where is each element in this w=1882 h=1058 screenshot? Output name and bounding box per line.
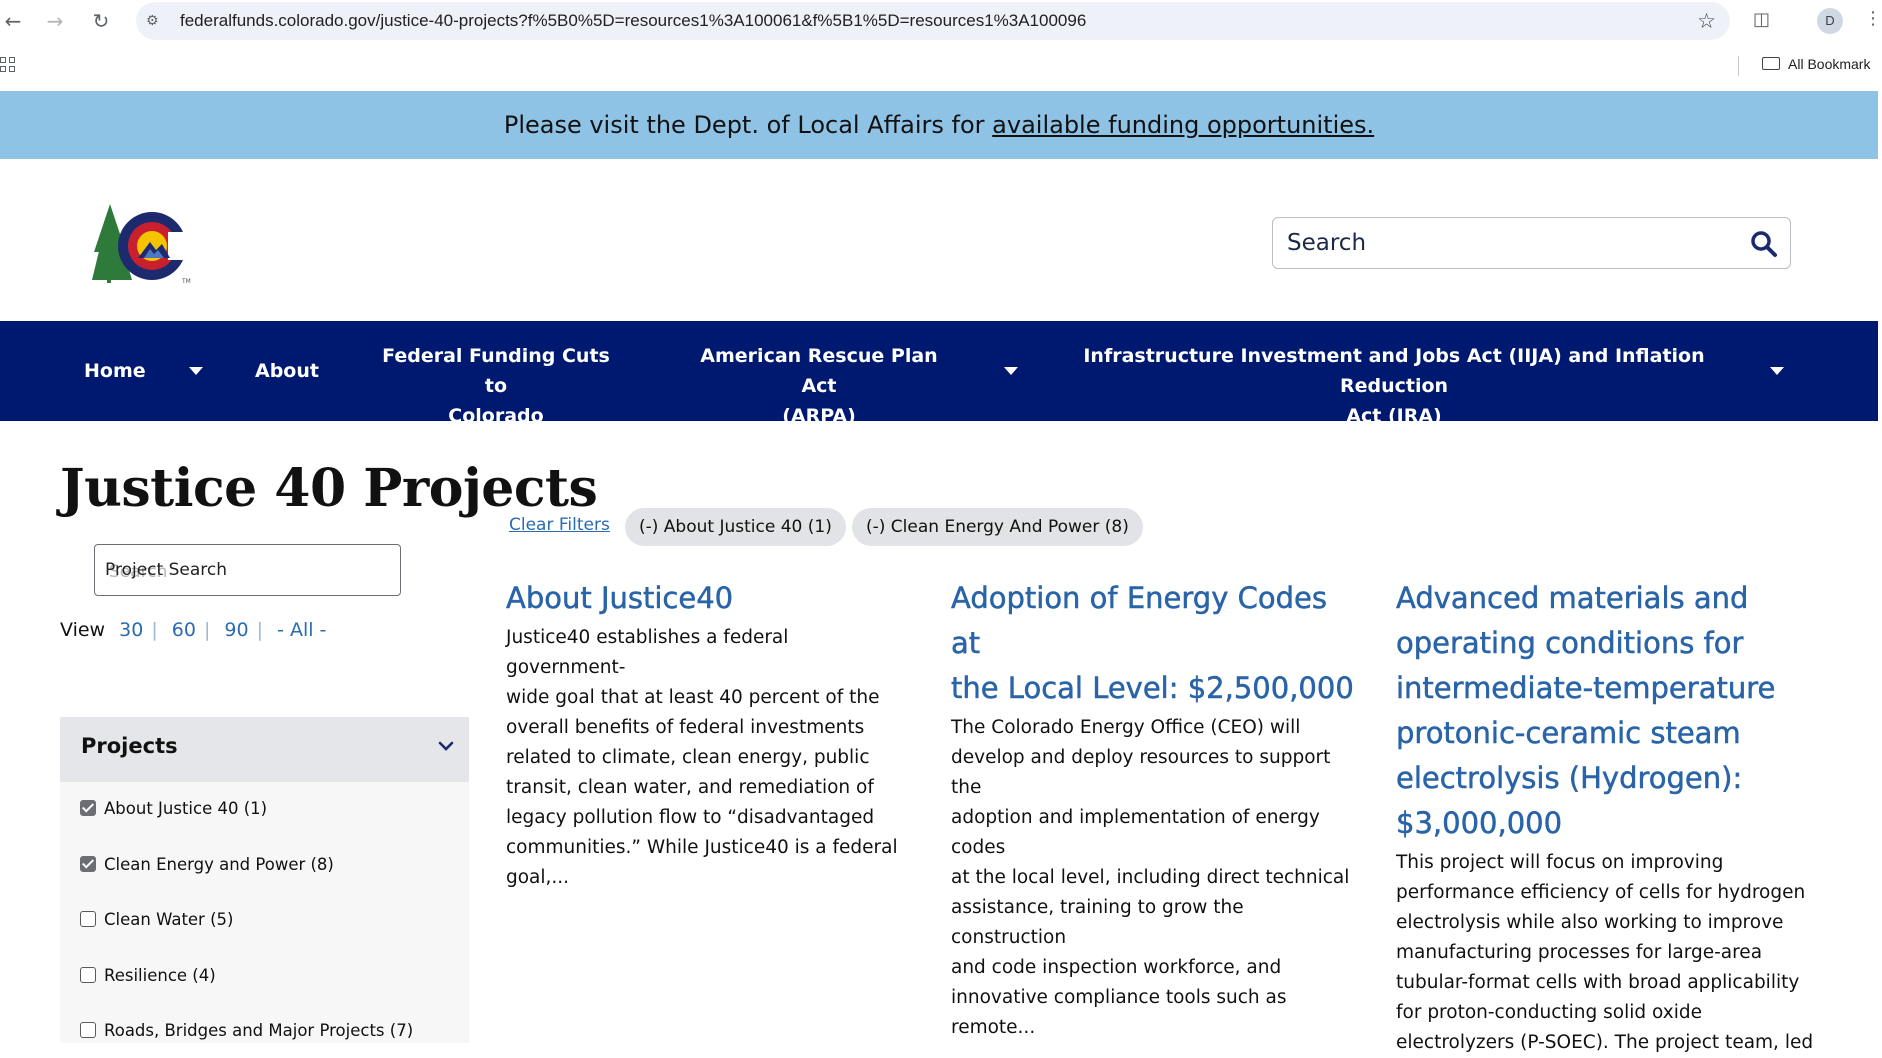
nav-about[interactable]: About xyxy=(255,360,319,382)
tab-search-icon[interactable]: ◫ xyxy=(1753,9,1771,30)
main-navigation xyxy=(0,321,1878,427)
bookmarks-bar xyxy=(0,42,1878,90)
forward-icon[interactable]: → xyxy=(46,9,64,33)
svg-text:TM: TM xyxy=(182,278,191,285)
address-bar[interactable] xyxy=(136,2,1730,40)
home-dropdown-icon[interactable] xyxy=(189,367,203,375)
project-card xyxy=(506,576,911,893)
page-title: Justice 40 Projects xyxy=(60,458,598,519)
view-option-all[interactable]: - All - xyxy=(277,619,327,641)
facet-item-about-justice-40[interactable] xyxy=(80,799,267,818)
facet-item-resilience[interactable] xyxy=(80,966,216,985)
projects-facet xyxy=(60,717,469,1043)
back-icon[interactable]: ← xyxy=(4,9,22,33)
all-bookmarks-label: All Bookmark xyxy=(1788,56,1871,72)
projects-facet-title: Projects xyxy=(81,734,178,758)
active-filter-chip[interactable]: (-) Clean Energy And Power (8) xyxy=(852,508,1143,546)
projects-facet-header[interactable] xyxy=(60,717,469,782)
facet-item-label: Clean Water (5) xyxy=(104,910,234,929)
view-option-90[interactable]: 90 xyxy=(224,619,249,641)
reload-icon[interactable]: ↻ xyxy=(92,9,110,33)
site-search-input[interactable] xyxy=(1287,228,1707,258)
checkbox[interactable] xyxy=(80,911,96,927)
checkbox[interactable] xyxy=(80,967,96,983)
project-card xyxy=(1396,576,1816,1058)
nav-arpa-line2: (ARPA) xyxy=(782,405,856,427)
project-card-title[interactable]: Advanced materials and operating conditions for intermediate-temperature protonic-ceramic steam electrolysis (Hydrogen): $3,000,000 xyxy=(1396,581,1776,840)
nav-home[interactable]: Home xyxy=(84,360,146,382)
search-icon[interactable] xyxy=(1750,230,1778,258)
view-count-selector: View 30 | 60 | 90 | - All - xyxy=(60,619,327,641)
funding-opportunities-link[interactable]: available funding opportunities. xyxy=(992,111,1375,139)
nav-iija-ira[interactable] xyxy=(1068,341,1720,431)
facet-item-label: About Justice 40 (1) xyxy=(104,799,268,818)
bookmark-star-icon[interactable]: ☆ xyxy=(1697,9,1716,33)
nav-federal-funding-cuts[interactable] xyxy=(370,341,622,431)
menu-icon[interactable]: ⋮ xyxy=(1864,8,1882,29)
project-search-box[interactable] xyxy=(94,544,401,596)
browser-toolbar xyxy=(0,0,1882,42)
checkbox[interactable] xyxy=(80,1022,96,1038)
active-filter-chip[interactable]: (-) About Justice 40 (1) xyxy=(625,508,846,546)
facet-item-clean-water[interactable] xyxy=(80,910,233,929)
folder-icon xyxy=(1762,57,1780,70)
project-card-title[interactable]: About Justice40 xyxy=(506,581,734,615)
nav-cuts-line1: Federal Funding Cuts to xyxy=(382,345,610,397)
nav-iija-line2: Act (IRA) xyxy=(1346,405,1442,427)
view-label: View xyxy=(60,619,106,641)
clear-filters-link[interactable]: Clear Filters xyxy=(509,515,610,535)
banner-text: Please visit the Dept. of Local Affairs for xyxy=(503,111,993,139)
project-card-summary: The Colorado Energy Office (CEO) will develop and deploy resources to support the adoption and implementation of energy codes at the local level, including direct technical assistance, training to grow the construction and code inspection workforce, and innovative compliance tools such as remote... xyxy=(951,717,1350,1038)
iija-dropdown-icon[interactable] xyxy=(1770,367,1784,375)
site-search-box[interactable] xyxy=(1272,217,1791,269)
checkbox-checked[interactable] xyxy=(80,800,96,816)
all-bookmarks-folder[interactable] xyxy=(1762,56,1870,72)
project-card-summary: Justice40 establishes a federal government- wide goal that at least 40 percent of the overall benefits of federal investments related to climate, clean energy, public transit, clean water, and remediation of legacy pollution flow to “disadvantaged communities.” While Justice40 is a federal goal,... xyxy=(506,627,898,888)
nav-arpa-line1: American Rescue Plan Act xyxy=(700,345,938,397)
view-option-30[interactable]: 30 xyxy=(119,619,144,641)
project-card-summary: This project will focus on improving performance efficiency of cells for hydrogen electrolysis while also working to improve manufacturing processes for large-area tubular-format cells with broad applicability for proton-conducting solid oxide electrolyzers (P-SOEC). The project team, led xyxy=(1396,852,1814,1053)
nav-cuts-line2: Colorado xyxy=(448,405,544,427)
view-option-60[interactable]: 60 xyxy=(171,619,196,641)
chevron-down-icon[interactable] xyxy=(435,735,457,757)
facet-item-label: Resilience (4) xyxy=(104,966,216,985)
facet-item-label: Roads, Bridges and Major Projects (7) xyxy=(104,1021,414,1040)
nav-arpa[interactable] xyxy=(690,341,948,431)
colorado-logo-icon[interactable] xyxy=(90,200,194,284)
arpa-dropdown-icon[interactable] xyxy=(1004,367,1018,375)
project-search-ghost-text: Search xyxy=(109,562,168,582)
project-search-input[interactable] xyxy=(105,557,385,583)
nav-iija-line1: Infrastructure Investment and Jobs Act (IIJA) and Inflation Reduction xyxy=(1083,345,1705,397)
apps-icon[interactable] xyxy=(0,57,16,73)
bookmarks-divider xyxy=(1738,56,1739,76)
announcement-banner xyxy=(0,91,1878,159)
project-card xyxy=(951,576,1356,1043)
facet-item-clean-energy[interactable] xyxy=(80,855,334,874)
site-info-icon[interactable]: ⚙ xyxy=(146,13,159,29)
facet-item-label: Clean Energy and Power (8) xyxy=(104,855,334,874)
profile-avatar[interactable]: D xyxy=(1817,8,1843,34)
project-card-title[interactable]: Adoption of Energy Codes at the Local Level: $2,500,000 xyxy=(951,581,1354,705)
url-text[interactable]: federalfunds.colorado.gov/justice-40-projects?f%5B0%5D=resources1%3A100061&f%5B1%5D=resources1%3A100096 xyxy=(180,11,1087,30)
checkbox-checked[interactable] xyxy=(80,856,96,872)
facet-item-roads-bridges[interactable] xyxy=(80,1021,413,1040)
